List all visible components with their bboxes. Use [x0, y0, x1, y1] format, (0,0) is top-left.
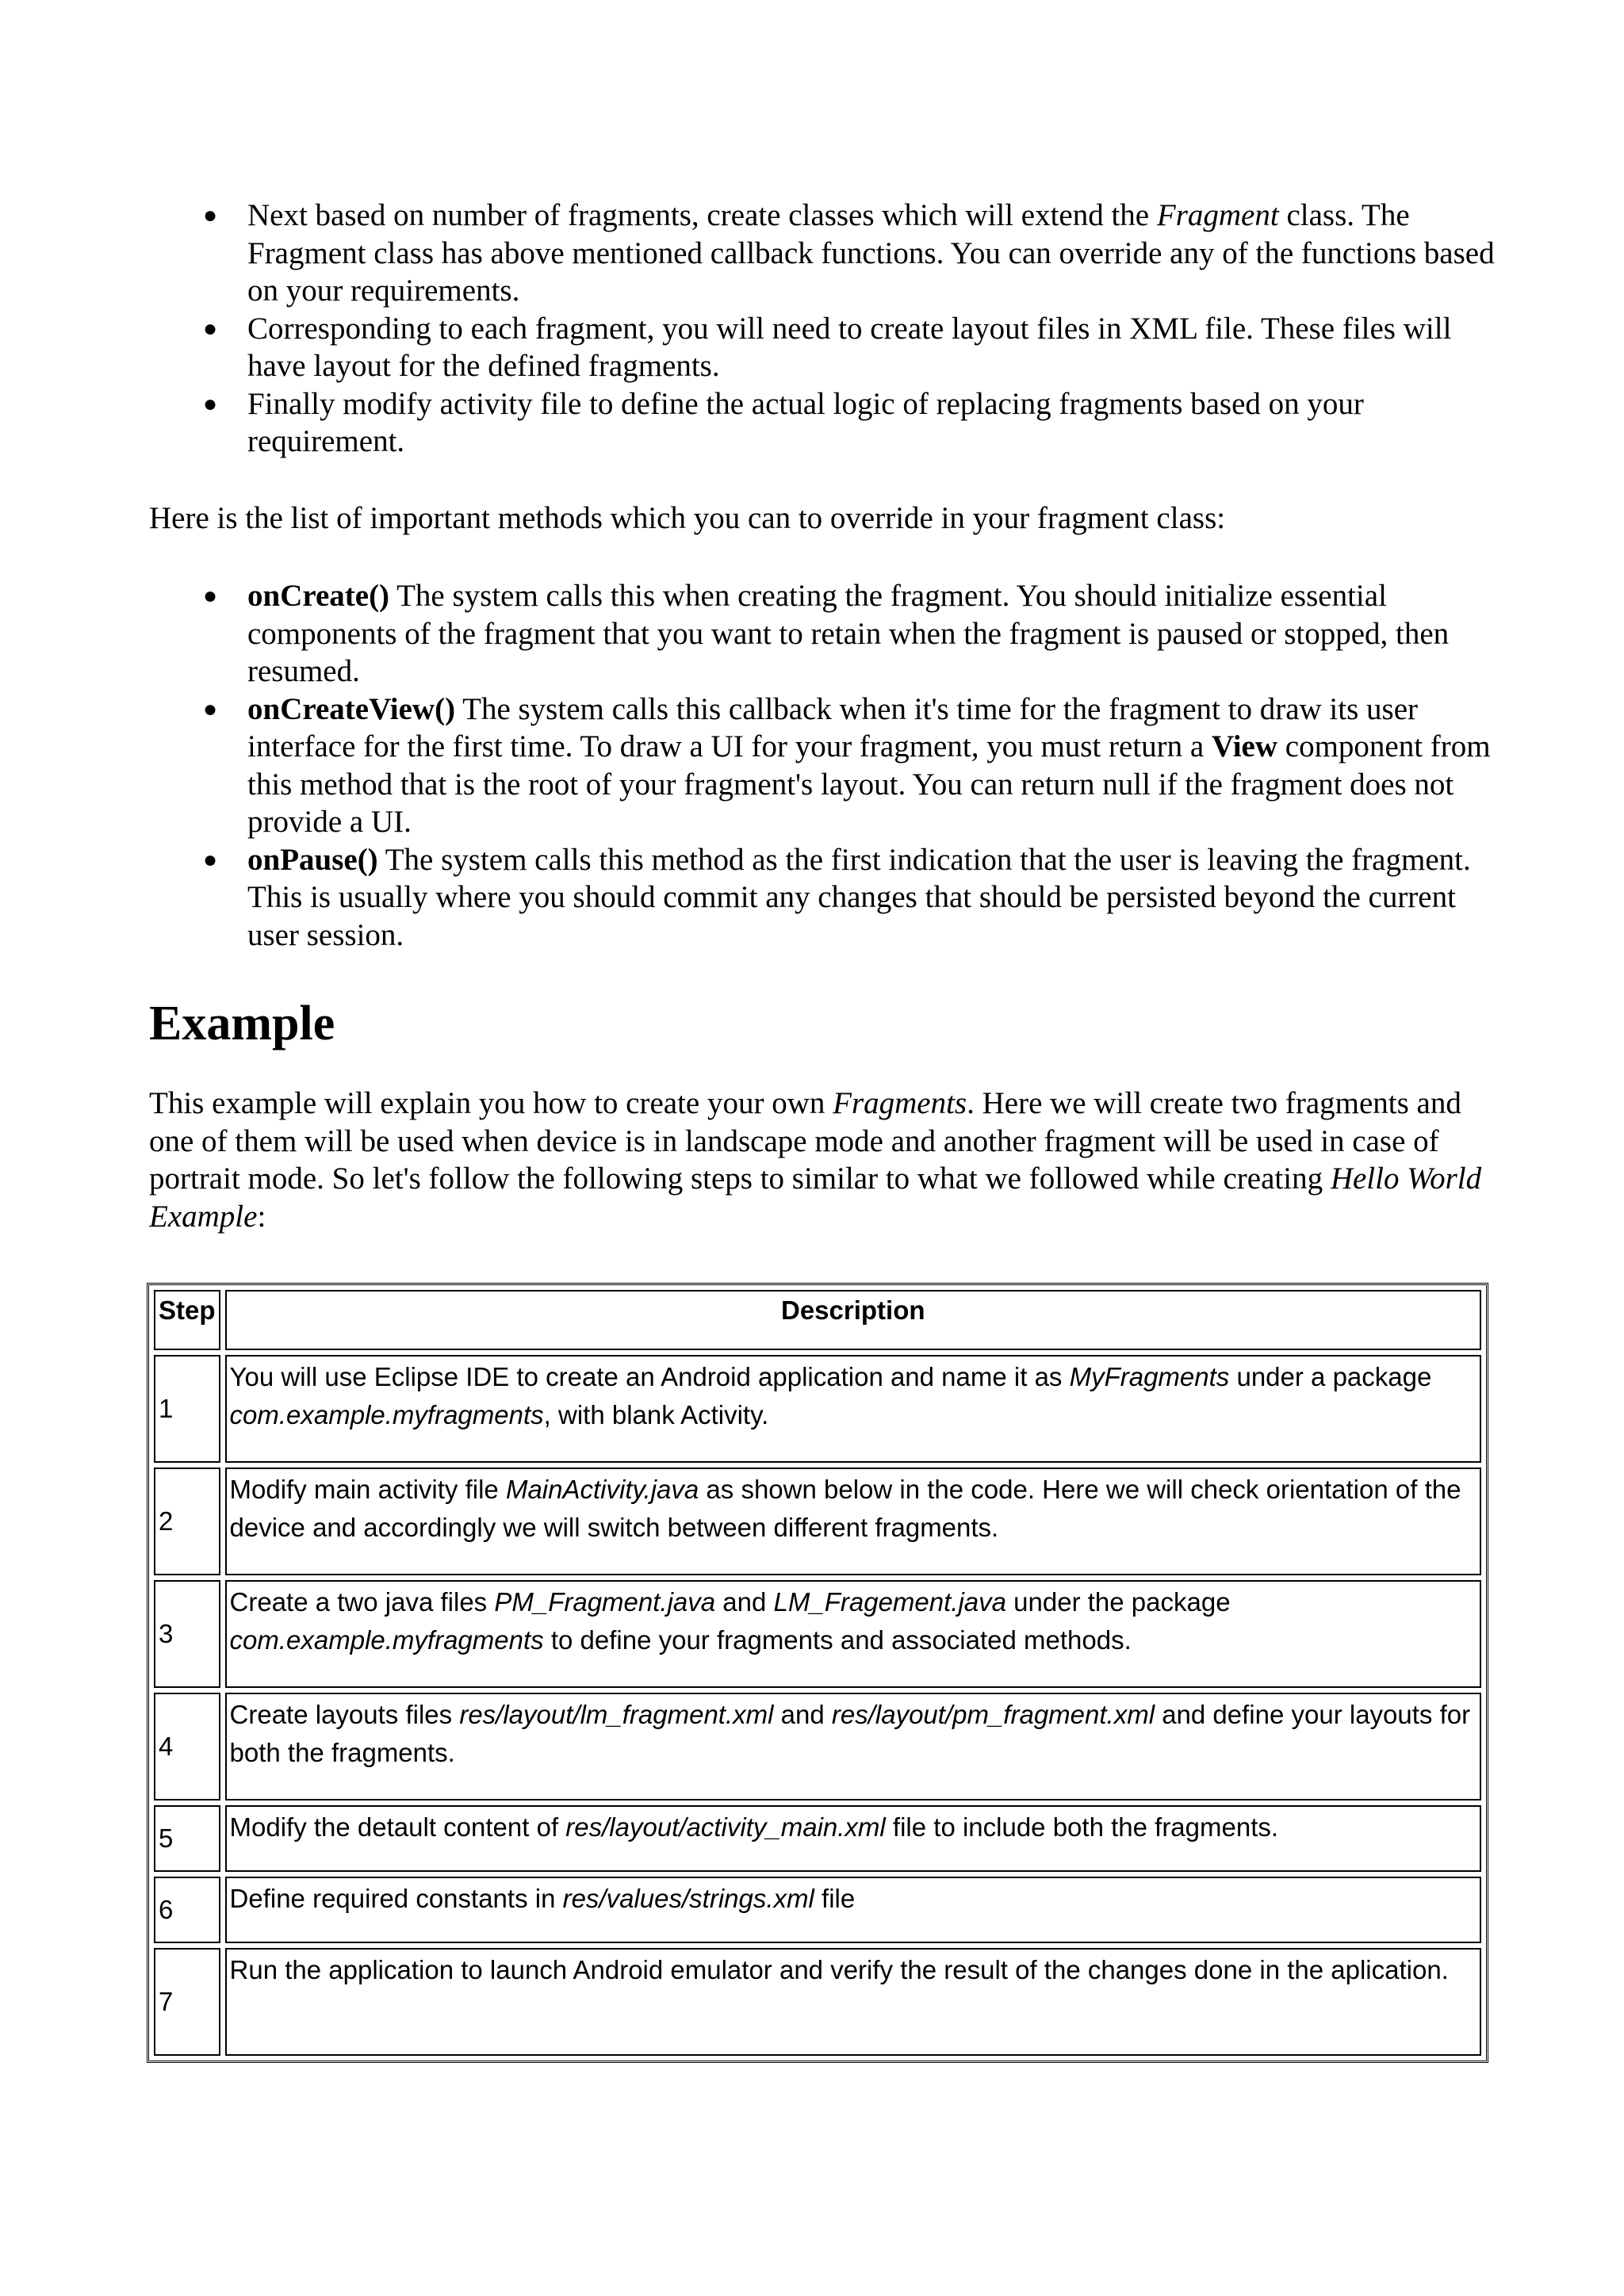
example-intro: This example will explain you how to create your own Fragments. Here we will create two fragments and one of them will be used when device is in landscape mode and another fragment will be used in case of portrait mode. So let's follow the following steps to similar to what we followed while creating Hello World Example: [149, 1086, 1482, 1234]
steps-bullet-list [149, 197, 1513, 461]
method-item-onpause: ● onPause() The system calls this method as the first indication that the user is leaving the fragment. This is usually where you should commit any changes that should be persisted beyond the current user session. [203, 842, 1471, 952]
header-step: Step [154, 1290, 220, 1350]
step-number: 3 [154, 1580, 220, 1688]
step-description: Create a two java files PM_Fragment.java and LM_Fragement.java under the package com.example.myfragments to define your fragments and associated methods. [225, 1580, 1481, 1688]
bullet-dot-icon: ● [203, 695, 218, 722]
steps-table [147, 1283, 1488, 2063]
bullet-dot-icon: ● [203, 583, 218, 609]
example-heading: Example [149, 997, 335, 1050]
table-row [154, 1948, 1481, 2056]
step-number: 2 [154, 1468, 220, 1575]
table-row [154, 1805, 1481, 1872]
step-description: Create layouts files res/layout/lm_fragment.xml and res/layout/pm_fragment.xml and define your layouts for both the fragments. [225, 1693, 1481, 1800]
step-description: Define required constants in res/values/strings.xml file [225, 1877, 1481, 1943]
step-description: Modify the detault content of res/layout/activity_main.xml file to include both the fragments. [225, 1805, 1481, 1872]
bullet-item: ● Finally modify activity file to define the actual logic of replacing fragments based on your requirement. [203, 386, 1364, 458]
table-row [154, 1355, 1481, 1463]
methods-bullet-list [149, 577, 1513, 954]
table-row [154, 1468, 1481, 1575]
step-description: Run the application to launch Android emulator and verify the result of the changes done in the aplication. [225, 1948, 1481, 2056]
method-item-oncreateview: ● onCreateView() The system calls this callback when it's time for the fragment to draw its user interface for the first time. To draw a UI for your fragment, you must return a View component from this method that is the root of your fragment's layout. You can return null if the fragment does not provide a UI. [203, 691, 1491, 839]
methods-intro: Here is the list of important methods which you can to override in your fragment class: [149, 501, 1226, 535]
table-row [154, 1693, 1481, 1800]
step-description: Modify main activity file MainActivity.java as shown below in the code. Here we will check orientation of the device and accordingly we will switch between different fragments. [225, 1468, 1481, 1575]
bullet-dot-icon: ● [203, 846, 218, 873]
step-number: 7 [154, 1948, 220, 2056]
step-number: 4 [154, 1693, 220, 1800]
step-description: You will use Eclipse IDE to create an Android application and name it as MyFragments under a package com.example.myfragments, with blank Activity. [225, 1355, 1481, 1463]
step-number: 6 [154, 1877, 220, 1943]
method-item-oncreate: ● onCreate() The system calls this when creating the fragment. You should initialize essential components of the fragment that you want to retain when the fragment is paused or stopped, then resumed. [203, 579, 1450, 688]
bullet-dot-icon: ● [203, 202, 218, 228]
step-number: 1 [154, 1355, 220, 1463]
step-number: 5 [154, 1805, 220, 1872]
table-row [154, 1877, 1481, 1943]
bullet-item: ● Corresponding to each fragment, you will need to create layout files in XML file. These files will have layout for the defined fragments. [203, 311, 1452, 383]
header-description: Description [225, 1290, 1481, 1350]
bullet-dot-icon: ● [203, 390, 218, 417]
table-row [154, 1580, 1481, 1688]
bullet-dot-icon: ● [203, 315, 218, 342]
bullet-item: ● Next based on number of fragments, create classes which will extend the Fragment class. The Fragment class has above mentioned callback functions. You can override any of the functions based on your requirements. [203, 198, 1495, 308]
table-header-row [154, 1290, 1481, 1350]
